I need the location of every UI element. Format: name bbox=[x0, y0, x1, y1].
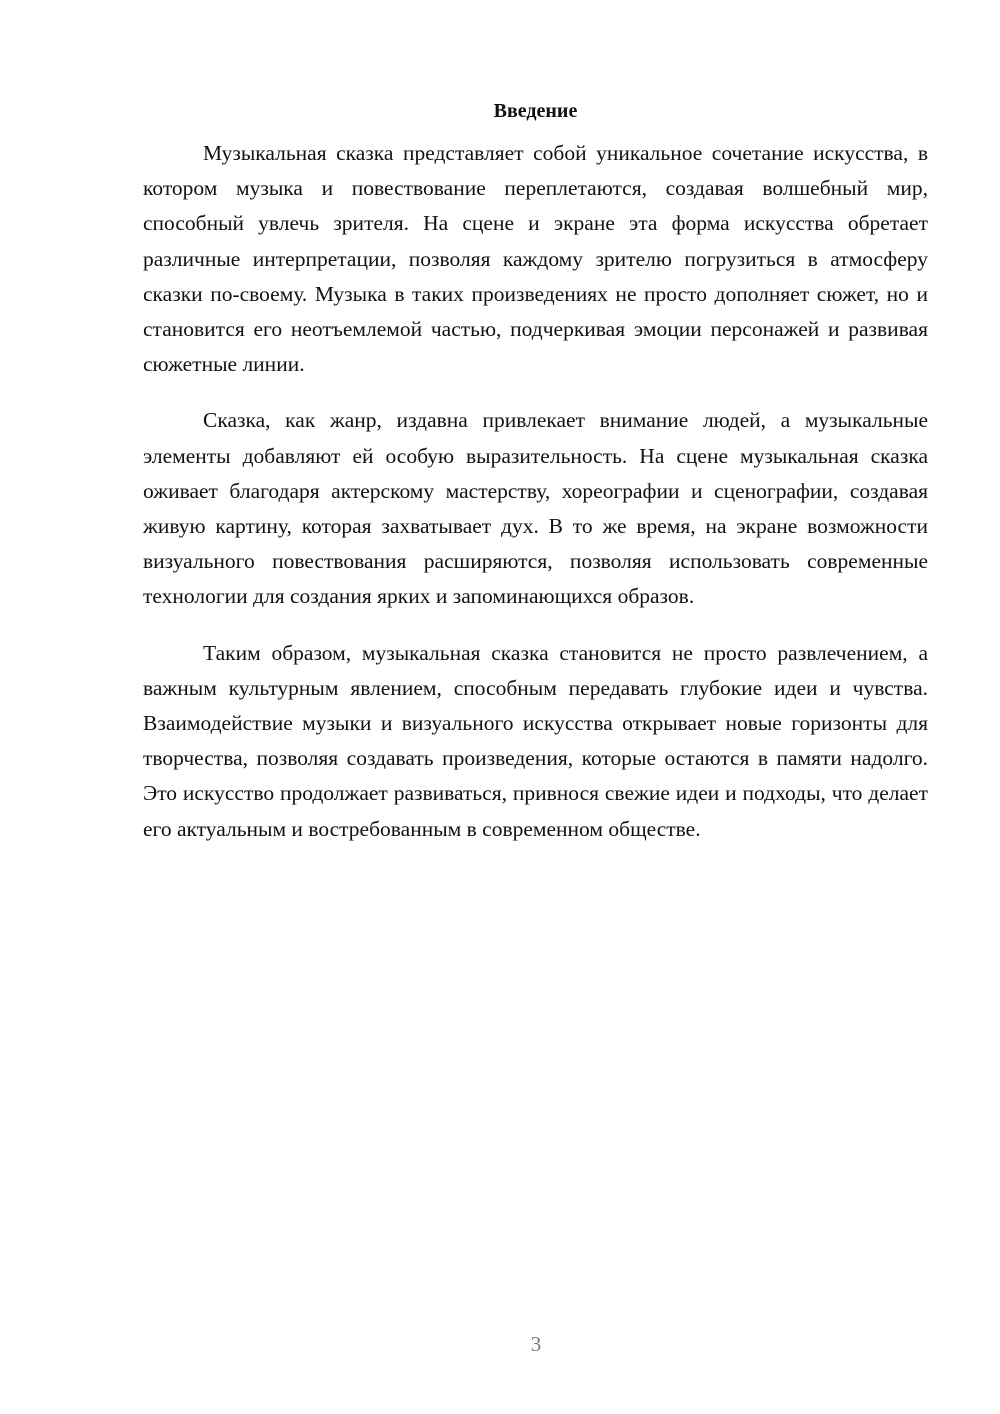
page-number: 3 bbox=[530, 1332, 542, 1356]
page-content bbox=[143, 96, 928, 868]
section-title: Введение bbox=[493, 100, 578, 122]
paragraph-3: Таким образом, музыкальная сказка становится не просто развлечением, а важным культурным явлением, способным передавать глубокие идеи и чувства. Взаимодействие музыки и визуального искусства открывает новые горизонты для творчества, позволяя создавать произведения, которые остаются в памяти надолго. Это искусство продолжает развиваться, привнося свежие идеи и подходы, что делает его актуальным и востребованным в современном обществе. bbox=[143, 640, 928, 841]
paragraph-1: Музыкальная сказка представляет собой уникальное сочетание искусства, в котором музыка и повествование переплетаются, создавая волшебный мир, способный увлечь зрителя. На сцене и экране эта форма искусства обретает различные интерпретации, позволяя каждому зрителю погрузиться в атмосферу сказки по-своему. Музыка в таких произведениях не просто дополняет сюжет, но и становится его неотъемлемой частью, подчеркивая эмоции персонажей и развивая сюжетные линии. bbox=[143, 141, 928, 377]
paragraph-2: Сказка, как жанр, издавна привлекает внимание людей, а музыкальные элементы добавляют ей особую выразительность. На сцене музыкальная сказка оживает благодаря актерскому мастерству, хореографии и сценографии, создавая живую картину, которая захватывает дух. В то же время, на экране возможности визуального повествования расширяются, позволяя использовать современные технологии для создания ярких и запоминающихся образов. bbox=[143, 408, 928, 609]
